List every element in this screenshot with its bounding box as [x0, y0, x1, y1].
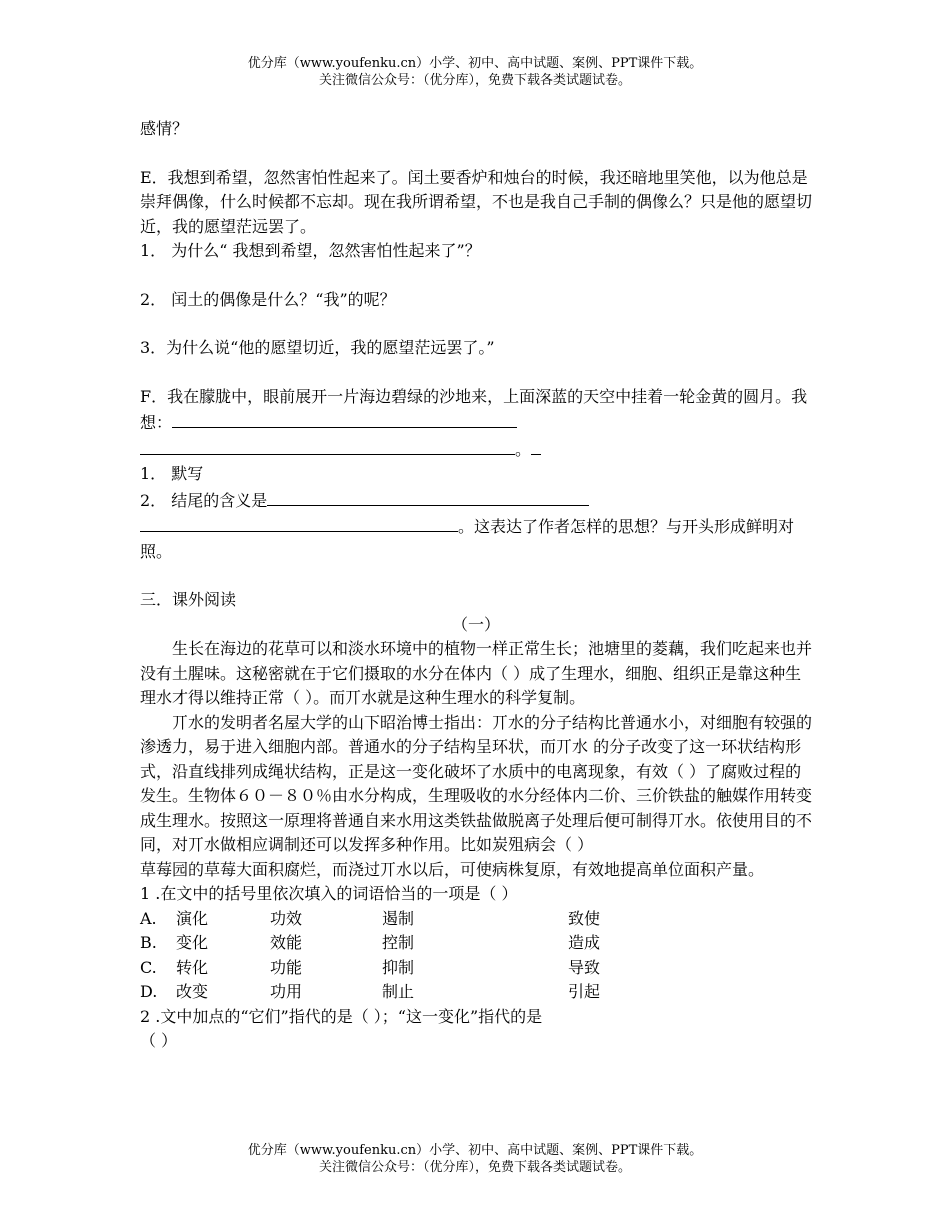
paragraph-f-end: 。	[515, 439, 532, 459]
option-letter: D.	[140, 982, 158, 1001]
question-e3: 3．为什么说“他的愿望切近，我的愿望茫远罢了。”	[140, 338, 495, 357]
question-f2-text: 2． 结尾的含义是	[140, 490, 268, 510]
header-line-2: 关注微信公众号：（优分库），免费下载各类试题试卷。	[318, 73, 631, 88]
paragraph-f	[140, 385, 812, 436]
option-word: 功能	[270, 957, 303, 977]
answer-blank-f5[interactable]	[140, 513, 458, 532]
reading-paragraph-2: 丌水的发明者名屋大学的山下昭治博士指出：丌水的分子结构比普通水小，对细胞有较强的渗透力，易于进入细胞内部。普通水的分子结构呈环状，而丌水 的分子改变了这一环状结构形式，沿直线排列成绳状结构，正是这一变化破坏了水质中的电离现象，有效（ ）了腐败过程的发生。生物体６０－８０％由水分构成，生理吸收的水分经体内二价、三价铁盐的触媒作用转变成生理水。按照这一原理将普通自来水用这类铁盐做脱离子处理后便可制得丌水。依使用目的不同，对丌水做相应调制还可以发挥多种作用。比如炭殂病会（ ）	[140, 712, 813, 854]
section-heading: 三．课外阅读	[140, 590, 237, 609]
question-f2-end: 。这表达了作者怎样的思想？与开头形成鲜明对照。	[140, 517, 795, 561]
option-word: 致使	[568, 908, 601, 928]
option-word: 功用	[270, 982, 303, 1001]
paragraph-e: E．我想到希望，忽然害怕性起来了。闰土要香炉和烛台的时候，我还暗地里笑他，以为他总是崇拜偶像，什么时候都不忘却。现在我所谓希望，不也是我自己手制的偶像么？只是他的愿望切近，我的愿望茫远罢了。	[140, 167, 813, 236]
top-line: 感情？	[140, 119, 189, 138]
page-body	[140, 117, 812, 1054]
paragraph-f-text: F．我在朦胧中，眼前展开一片海边碧绿的沙地来，上面深蓝的天空中挂着一轮金黄的圆月。我想：	[140, 386, 808, 432]
option-row-d[interactable]	[140, 980, 812, 1005]
answer-blank-f4[interactable]	[267, 487, 589, 506]
option-letter: B.	[140, 933, 157, 952]
paragraph-f-line2	[140, 436, 812, 463]
option-row-b[interactable]	[140, 931, 812, 956]
question-f2	[140, 487, 812, 514]
footer-line-2: 关注微信公众号：（优分库），免费下载各类试题试卷。	[318, 1160, 631, 1175]
option-word: 抑制	[382, 957, 415, 977]
option-word: 功效	[270, 908, 303, 928]
option-word: 变化	[176, 933, 209, 952]
option-row-a[interactable]	[140, 907, 812, 932]
question-2: 2 .文中加点的“它们”指代的是（ ）；“这一变化”指代的是	[140, 1006, 543, 1026]
reading-paragraph-3: 草莓园的草莓大面积腐烂，而浇过丌水以后，可使病株复原，有效地提高单位面积产量。	[140, 859, 765, 879]
question-e1: 1． 为什么“ 我想到希望，忽然害怕性起来了”？	[140, 241, 481, 260]
question-f2-cont	[140, 513, 812, 564]
option-word: 效能	[270, 933, 303, 952]
question-1: 1 .在文中的括号里依次填入的词语恰当的一项是（ ）	[140, 884, 518, 903]
option-row-c[interactable]	[140, 956, 812, 981]
page-header	[0, 55, 950, 89]
question-f1: 1． 默写	[140, 464, 204, 483]
option-letter: C.	[140, 957, 157, 977]
question-e2: 2． 闰土的偶像是什么？“我”的呢？	[140, 289, 396, 309]
reading-paragraph-1: 生长在海边的花草可以和淡水环境中的植物一样正常生长；池塘里的菱藕，我们吃起来也并没有土腥味。这秘密就在于它们摄取的水分在体内（ ）成了生理水，细胞、组织正是靠这种生理水才得以维持正常（ ）。而丌水就是这种生理水的科学复制。	[140, 639, 813, 707]
option-letter: A.	[140, 908, 157, 928]
header-line-1: 优分库（www.youfenku.cn）小学、初中、高中试题、案例、PPT课件下载。	[247, 56, 703, 71]
sub-heading: （一）	[451, 614, 500, 634]
page-footer	[0, 1142, 950, 1176]
option-word: 制止	[382, 982, 415, 1001]
option-word: 演化	[176, 908, 209, 928]
answer-blank-f3[interactable]	[531, 436, 541, 455]
option-word: 导致	[568, 957, 601, 977]
option-word: 改变	[176, 982, 209, 1001]
option-word: 遏制	[382, 908, 415, 928]
question-2-cont: （ ）	[140, 1031, 178, 1050]
footer-line-1: 优分库（www.youfenku.cn）小学、初中、高中试题、案例、PPT课件下载。	[247, 1143, 703, 1158]
option-word: 引起	[568, 982, 601, 1001]
option-word: 造成	[568, 933, 601, 952]
option-word: 控制	[382, 933, 415, 952]
option-word: 转化	[176, 957, 209, 977]
answer-blank-f1[interactable]	[172, 409, 517, 428]
answer-blank-f2[interactable]	[140, 436, 515, 455]
